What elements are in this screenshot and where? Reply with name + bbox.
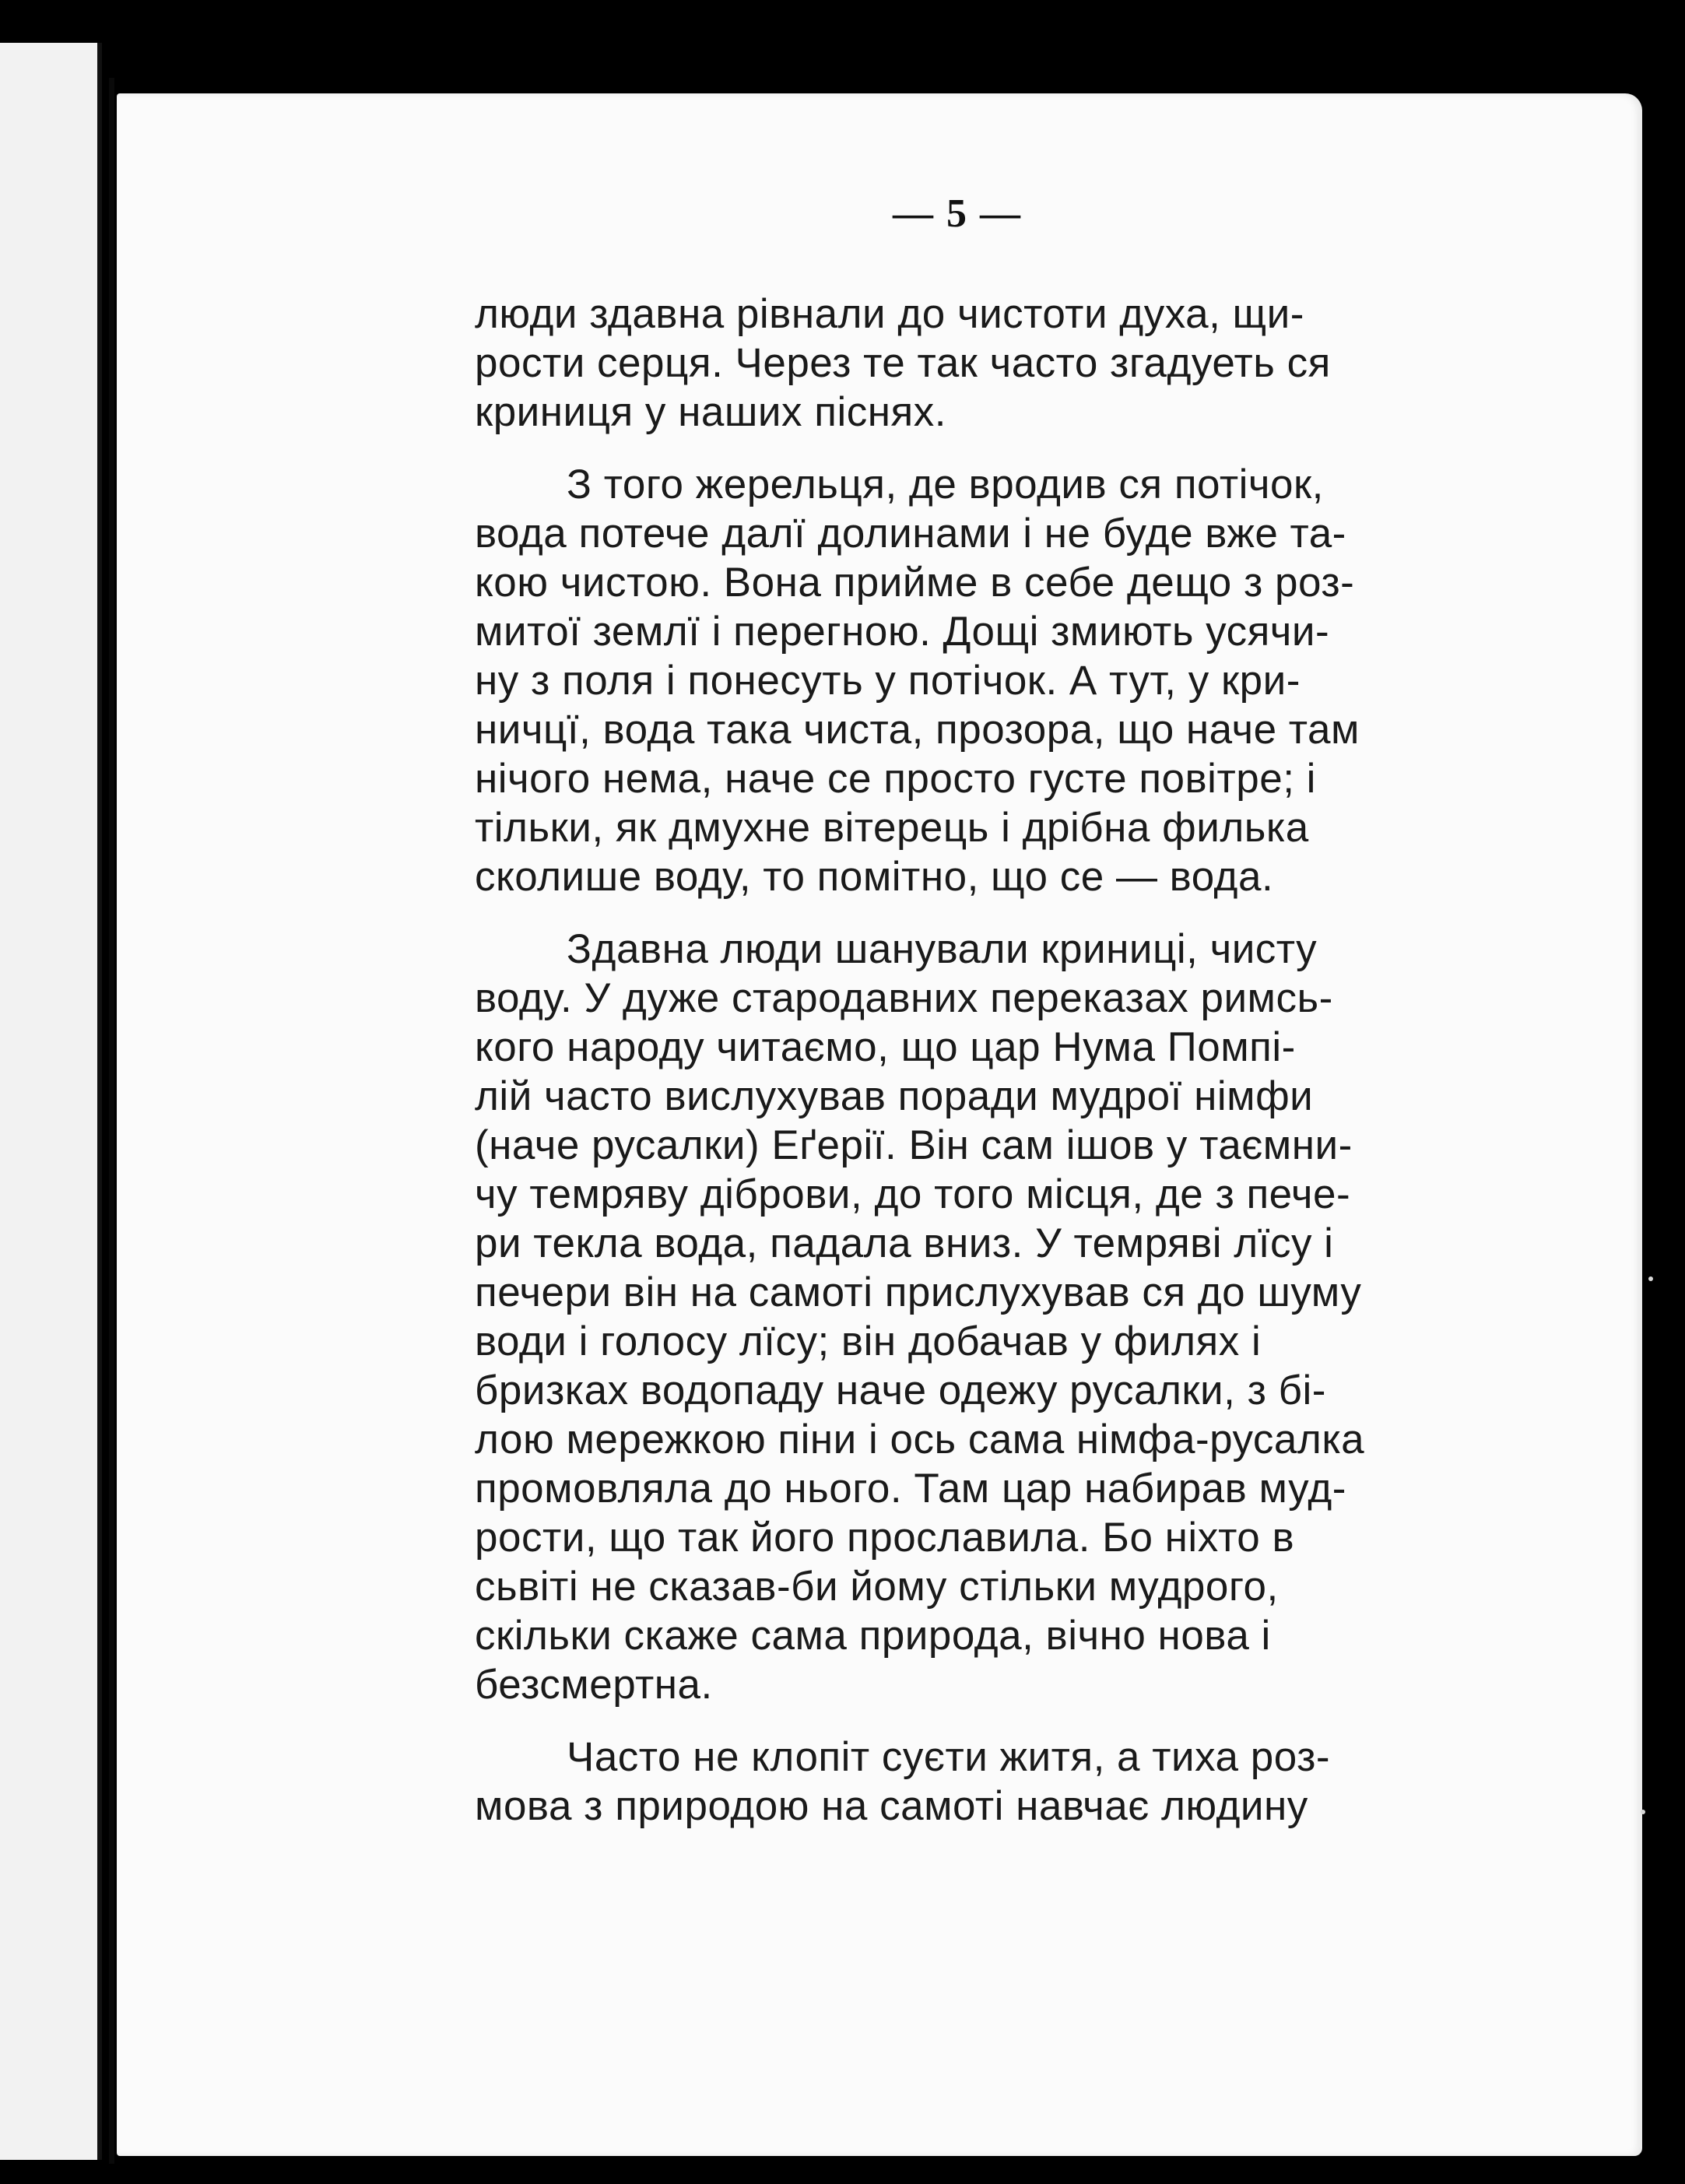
- paragraph-1: [475, 290, 1440, 437]
- paragraph-3: [475, 925, 1440, 1709]
- scan-speck: [1641, 1810, 1645, 1814]
- text-line: Часто не клопіт суєти житя, а тиха роз-: [567, 1734, 1331, 1780]
- text-line: промовляла до нього. Там цар набирав муд-: [475, 1466, 1346, 1512]
- gutter-line: [109, 78, 114, 2164]
- text-line: сколише воду, то помітно, що се — вода.: [475, 854, 1274, 900]
- text-line: тільки, як дмухне вітерець і дрібна филька: [475, 805, 1309, 851]
- text-line: ну з поля і понесуть у потічок. А тут, у кри-: [475, 658, 1301, 704]
- text-line: кого народу читаємо, що цар Нума Помпі-: [475, 1024, 1296, 1070]
- text-line: лою мережкою піни і ось сама німфа-русалка: [475, 1417, 1365, 1462]
- text-line: рости, що так його прославила. Бо ніхто в: [475, 1515, 1295, 1561]
- body-text: [475, 290, 1440, 1851]
- text-line: сьвіті не сказав-би йому стільки мудрого,: [475, 1564, 1279, 1610]
- text-line: криниця у наших піснях.: [475, 389, 946, 435]
- text-line: митої землї і перегною. Дощі змиють усячи-: [475, 609, 1330, 655]
- text-line: Здавна люди шанували криниці, чисту: [567, 926, 1318, 972]
- text-line: рости серця. Через те так часто згадуеть ся: [475, 340, 1331, 386]
- text-line: бризках водопаду наче одежу русалки, з бі-: [475, 1368, 1326, 1413]
- text-line: вода потече далї долинами і не буде вже та-: [475, 511, 1346, 557]
- text-line: лій часто вислухував поради мудрої німфи: [475, 1073, 1314, 1119]
- scan-speck: [1648, 1276, 1653, 1281]
- text-line: ничцї, вода така чиста, прозора, що наче там: [475, 707, 1360, 753]
- page-number: — 5 —: [893, 191, 1022, 236]
- text-line: кою чистою. Вона прийме в себе дещо з роз-: [475, 560, 1355, 606]
- text-line: люди здавна рівнали до чистоти духа, щи-: [475, 291, 1304, 337]
- paragraph-4: [475, 1733, 1440, 1831]
- text-line: мова з природою на самоті навчає людину: [475, 1783, 1308, 1829]
- text-line: З того жерельця, де вродив ся потічок,: [567, 462, 1324, 507]
- text-line: ри текла вода, падала вниз. У темряві лїсу і: [475, 1220, 1334, 1266]
- text-line: печери він на самоті прислухував ся до шуму: [475, 1269, 1362, 1315]
- text-line: чу темряву діброви, до того місця, де з пече-: [475, 1171, 1351, 1217]
- text-line: води і голосу лїсу; він добачав у филях і: [475, 1318, 1262, 1364]
- text-line: безсмертна.: [475, 1662, 713, 1708]
- previous-page-edge: [0, 43, 102, 2160]
- text-line: (наче русалки) Еґерії. Він сам ішов у таємни-: [475, 1122, 1353, 1168]
- paragraph-2: [475, 460, 1440, 901]
- text-line: нічого нема, наче се просто густе повітре; і: [475, 756, 1316, 802]
- text-line: скільки скаже сама природа, вічно нова і: [475, 1613, 1271, 1659]
- text-line: воду. У дуже стародавних переказах римсь-: [475, 975, 1333, 1021]
